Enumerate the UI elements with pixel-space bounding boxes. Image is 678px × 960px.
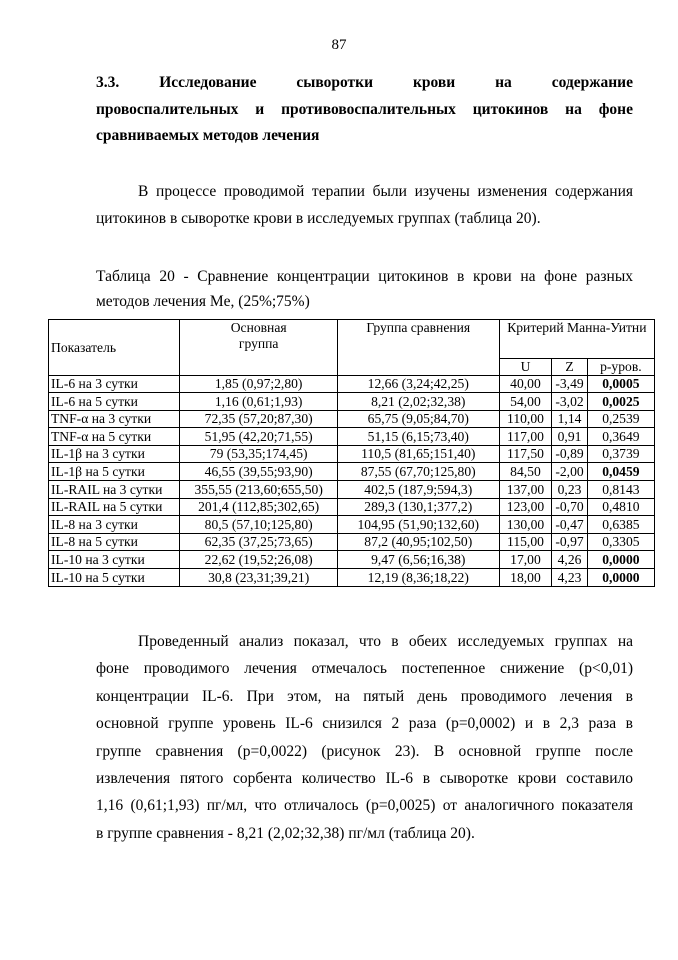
- cell-indicator: IL-1β на 3 сутки: [49, 445, 180, 463]
- analysis-line: группе сравнения (р=0,0022) (рисунок 23). В основной группе после: [96, 742, 633, 760]
- cell-u: 115,00: [499, 533, 552, 551]
- heading-line: провоспалительных и противовоспалительных цитокинов на фоне: [96, 100, 633, 118]
- analysis-paragraph: [96, 628, 633, 847]
- cell-comparison-group: 402,5 (187,9;594,3): [337, 481, 499, 499]
- cell-main-group: 1,85 (0,97;2,80): [180, 375, 337, 393]
- cell-comparison-group: 8,21 (2,02;32,38): [337, 393, 499, 411]
- cell-z: 0,91: [552, 428, 587, 446]
- cell-p: 0,3305: [587, 533, 654, 551]
- cell-main-group: 46,55 (39,55;93,90): [180, 463, 337, 481]
- heading-line: сравниваемых методов лечения: [96, 127, 320, 144]
- cell-u: 123,00: [499, 498, 552, 516]
- cell-p: 0,0005: [587, 375, 654, 393]
- cell-comparison-group: 65,75 (9,05;84,70): [337, 410, 499, 428]
- cell-comparison-group: 12,66 (3,24;42,25): [337, 375, 499, 393]
- cell-u: 40,00: [499, 375, 552, 393]
- header-main-group: Основная группа: [180, 320, 337, 376]
- table-row: [49, 375, 655, 393]
- table-row: [49, 569, 655, 587]
- page-number: 87: [331, 37, 347, 53]
- analysis-line: 1,16 (0,61;1,93) пг/мл, что отличалось (р=0,0025) от аналогичного показателя: [96, 797, 633, 815]
- table-row: [49, 428, 655, 446]
- header-comparison-group: Группа сравнения: [337, 320, 499, 376]
- cell-comparison-group: 87,2 (40,95;102,50): [337, 533, 499, 551]
- cell-z: -0,97: [552, 533, 587, 551]
- table-row: [49, 551, 655, 569]
- cell-z: -2,00: [552, 463, 587, 481]
- analysis-line: Проведенный анализ показал, что в обеих исследуемых группах на: [138, 633, 633, 650]
- header-p: p-уров.: [587, 359, 654, 376]
- cell-main-group: 62,35 (37,25;73,65): [180, 533, 337, 551]
- cell-p: 0,3649: [587, 428, 654, 446]
- cell-main-group: 1,16 (0,61;1,93): [180, 393, 337, 411]
- cell-p: 0,6385: [587, 516, 654, 534]
- header-mann-whitney: Критерий Манна-Уитни: [499, 320, 654, 359]
- cell-indicator: IL-10 на 5 сутки: [49, 569, 180, 587]
- table-row: [49, 481, 655, 499]
- intro-line: цитокинов в сыворотке крови в исследуемых группах (таблица 20).: [96, 210, 541, 228]
- cell-main-group: 201,4 (112,85;302,65): [180, 498, 337, 516]
- analysis-line: извлечения пятого сорбента количество IL-6 в сыворотке крови составило: [96, 770, 633, 788]
- cell-indicator: TNF-α на 5 сутки: [49, 428, 180, 446]
- section-heading: [96, 70, 633, 150]
- cell-indicator: IL-8 на 5 сутки: [49, 533, 180, 551]
- analysis-line: фоне проводимого лечения отмечалось постепенное снижение (р<0,01): [96, 660, 633, 678]
- cell-main-group: 79 (53,35;174,45): [180, 445, 337, 463]
- cell-comparison-group: 9,47 (6,56;16,38): [337, 551, 499, 569]
- cell-indicator: IL-10 на 3 сутки: [49, 551, 180, 569]
- cell-indicator: IL-1β на 5 сутки: [49, 463, 180, 481]
- cell-comparison-group: 110,5 (81,65;151,40): [337, 445, 499, 463]
- cell-u: 137,00: [499, 481, 552, 499]
- cell-main-group: 22,62 (19,52;26,08): [180, 551, 337, 569]
- cell-u: 110,00: [499, 410, 552, 428]
- cell-indicator: IL-RAIL на 3 сутки: [49, 481, 180, 499]
- cell-main-group: 355,55 (213,60;655,50): [180, 481, 337, 499]
- table-row: [49, 463, 655, 481]
- cell-indicator: IL-6 на 3 сутки: [49, 375, 180, 393]
- table-row: [49, 393, 655, 411]
- table-row: [49, 516, 655, 534]
- cell-u: 117,00: [499, 428, 552, 446]
- cell-z: -0,47: [552, 516, 587, 534]
- cell-p: 0,0459: [587, 463, 654, 481]
- cell-u: 117,50: [499, 445, 552, 463]
- cell-comparison-group: 12,19 (8,36;18,22): [337, 569, 499, 587]
- cell-main-group: 51,95 (42,20;71,55): [180, 428, 337, 446]
- cell-z: 4,26: [552, 551, 587, 569]
- cell-main-group: 30,8 (23,31;39,21): [180, 569, 337, 587]
- cell-p: 0,0025: [587, 393, 654, 411]
- header-indicator: Показатель: [49, 320, 180, 376]
- cell-main-group: 72,35 (57,20;87,30): [180, 410, 337, 428]
- cell-indicator: IL-RAIL на 5 сутки: [49, 498, 180, 516]
- cell-indicator: IL-8 на 3 сутки: [49, 516, 180, 534]
- cell-indicator: TNF-α на 3 сутки: [49, 410, 180, 428]
- table-caption: [96, 264, 633, 314]
- cell-z: 4,23: [552, 569, 587, 587]
- analysis-line: в группе сравнения - 8,21 (2,02;32,38) пг/мл (таблица 20).: [96, 824, 475, 842]
- cell-p: 0,2539: [587, 410, 654, 428]
- cell-comparison-group: 289,3 (130,1;377,2): [337, 498, 499, 516]
- analysis-line: концентрации IL-6. При этом, на пятый день проводимого лечения в: [96, 687, 633, 705]
- cytokine-table: [48, 319, 655, 587]
- cell-p: 0,8143: [587, 481, 654, 499]
- cell-comparison-group: 51,15 (6,15;73,40): [337, 428, 499, 446]
- cell-p: 0,4810: [587, 498, 654, 516]
- table-row: [49, 445, 655, 463]
- table-row: [49, 533, 655, 551]
- cell-z: 1,14: [552, 410, 587, 428]
- table-row: [49, 410, 655, 428]
- cell-u: 18,00: [499, 569, 552, 587]
- cell-u: 54,00: [499, 393, 552, 411]
- table-body: [49, 375, 655, 586]
- cell-main-group: 80,5 (57,10;125,80): [180, 516, 337, 534]
- cell-comparison-group: 104,95 (51,90;132,60): [337, 516, 499, 534]
- cell-z: -3,49: [552, 375, 587, 393]
- intro-line: В процессе проводимой терапии были изучены изменения содержания: [138, 183, 633, 200]
- cell-z: -0,89: [552, 445, 587, 463]
- caption-line: методов лечения Me, (25%;75%): [96, 293, 310, 310]
- table-row: [49, 498, 655, 516]
- heading-line: 3.3. Исследование сыворотки крови на содержание: [96, 74, 633, 91]
- header-u: U: [499, 359, 552, 376]
- cell-z: 0,23: [552, 481, 587, 499]
- cell-u: 130,00: [499, 516, 552, 534]
- header-z: Z: [552, 359, 587, 376]
- cell-z: -0,70: [552, 498, 587, 516]
- cell-u: 84,50: [499, 463, 552, 481]
- cell-p: 0,0000: [587, 569, 654, 587]
- cell-p: 0,0000: [587, 551, 654, 569]
- cell-indicator: IL-6 на 5 сутки: [49, 393, 180, 411]
- cell-p: 0,3739: [587, 445, 654, 463]
- analysis-line: основной группе уровень IL-6 снизился 2 раза (р=0,0002) и в 2,3 раза в: [96, 715, 633, 733]
- cell-comparison-group: 87,55 (67,70;125,80): [337, 463, 499, 481]
- cell-u: 17,00: [499, 551, 552, 569]
- cell-z: -3,02: [552, 393, 587, 411]
- caption-line: Таблица 20 - Сравнение концентрации цитокинов в крови на фоне разных: [96, 268, 633, 285]
- intro-paragraph: [96, 178, 633, 233]
